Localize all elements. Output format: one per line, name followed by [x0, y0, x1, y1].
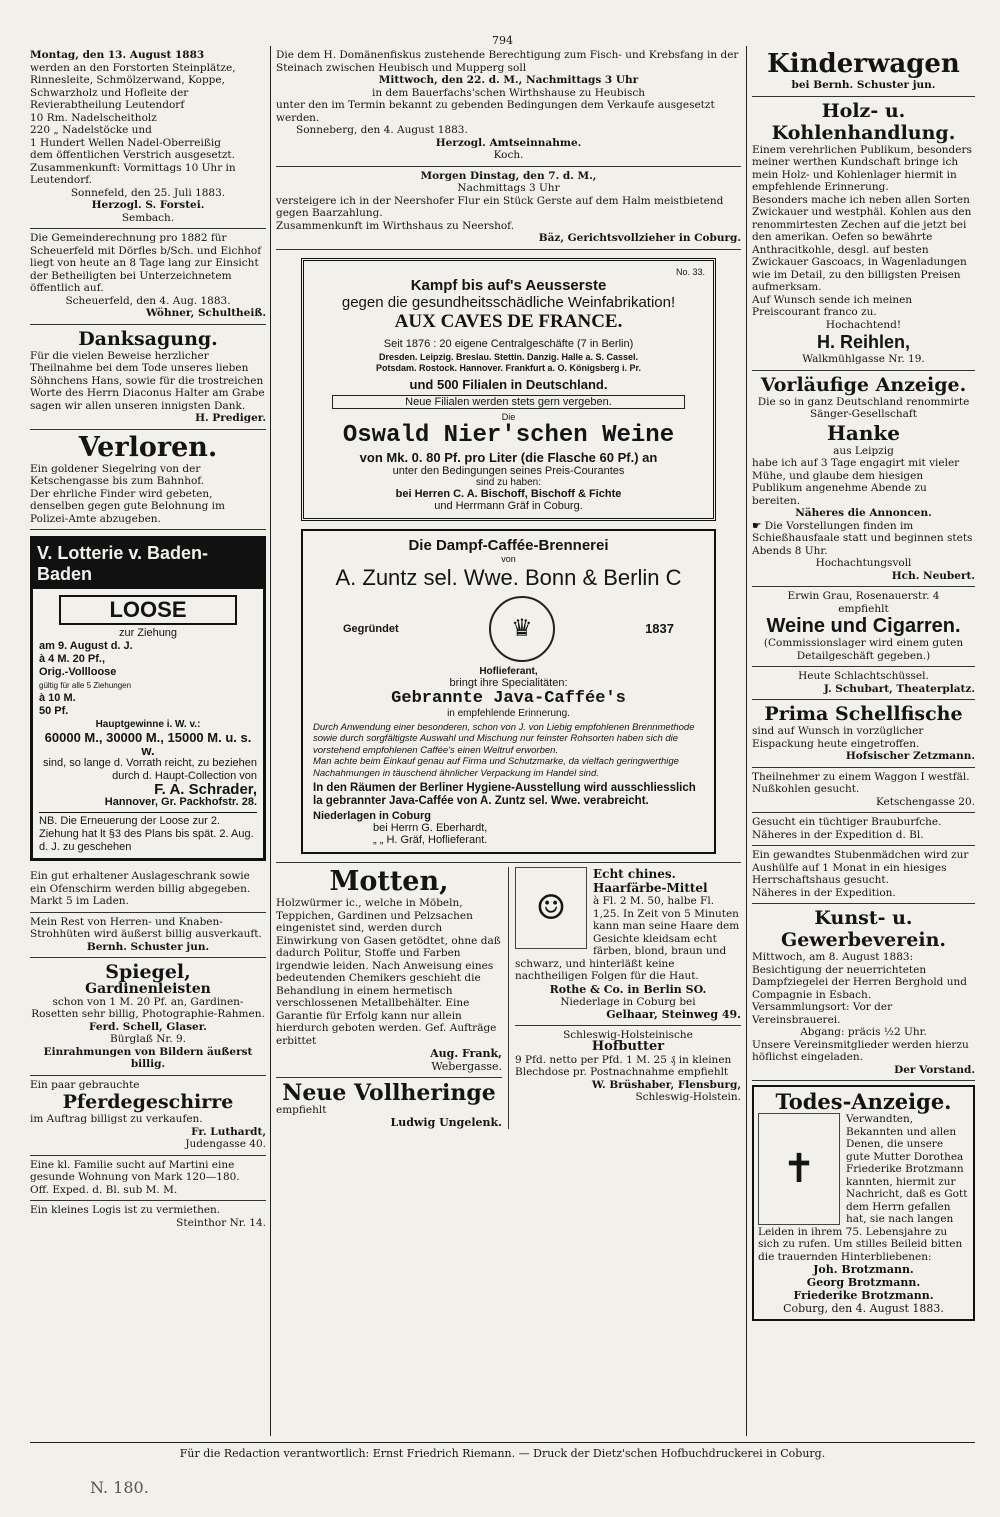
lower-middle-ads	[276, 862, 741, 1129]
wine-price: von Mk. 0. 80 Pf. pro Liter (die Flasche 60 Pf.) an	[359, 449, 658, 465]
ad-text: à Fl. 2 M. 50, halbe Fl. 1,25. In Zeit von 5 Minuten kann man seine Haare dem Gesichte kleidsam echt färben, blond, braun und schwarz, und hinterläßt keine nachtheiligen Folgen für die Haut.	[515, 895, 740, 982]
coffee-line: in empfehlende Erinnerung.	[447, 707, 570, 719]
ad-signature: Ludwig Ungelenk.	[390, 1116, 502, 1129]
wine-cities: Dresden. Leipzig. Breslau. Stettin. Danzig. Halle a. S. Cassel.	[378, 351, 639, 362]
notice-line: Ein gut erhaltener Auslageschrank sowie ein Ofenschirm werden billig abgegeben. Markt 5 im Laden.	[30, 870, 251, 907]
notice-line: Theilnehmer zu einem Waggon I westfäl. Nußkohlen gesucht.	[752, 770, 970, 795]
ad-signature: W. Brüshaber, Flensburg,	[591, 1078, 741, 1091]
ad-title: Vorläufige Anzeige.	[760, 373, 967, 396]
lottery-line: à 10 M.	[39, 692, 76, 704]
concert-ad	[752, 371, 975, 588]
lottery-prizes: 60000 M., 30000 M., 15000 M. u. s. w.	[44, 730, 252, 758]
wine-line: und 500 Filialen in Deutschland.	[409, 376, 608, 392]
notice-line: Mittwoch, am 8. August 1883: Besichtigung der neuerrichteten Dampfziegelei der Herren Berghold und Compagnie in Esbach.	[752, 951, 967, 1001]
coffee-dealer: „ „ H. Gräf, Hoflieferant.	[373, 834, 488, 846]
wine-cigar-ad	[752, 587, 975, 667]
notice-line: Die so in ganz Deutschland renommirte Sänger-Gesellschaft	[757, 395, 970, 420]
notice-line: aus Leipzig	[833, 444, 894, 457]
wine-producer: Oswald Nier'schen Weine	[342, 421, 675, 449]
ad-text: Holzwürmer ic., welche in Möbeln, Teppichen, Gardinen und Pelzsachen eingenistet sind, werden durch Einwirkung von Gasen getödtet, ohne daß dadurch Politur, Stoffe und Farben irgendwie leiden. Nach Anweisung eines bedeutenden Chemikers geschieht die Behandlung in einem hermetisch verschlossenen Metallbehälter. Eine Garantie für Erfolg kann nur allein hierdurch geboten werden. Gef. Aufträge erbittet	[276, 897, 501, 1047]
woman-portrait-icon: ☺	[515, 867, 587, 949]
ad-title: Kunst- u. Gewerbeverein.	[780, 907, 947, 951]
lottery-line: à 4 M. 20 Pf.,	[39, 653, 106, 665]
notice-signature: Hofsischer Zetzmann.	[845, 750, 975, 762]
herring-ad	[276, 1077, 502, 1129]
notice-signature: Herzogl. S. Forstei.	[91, 199, 205, 211]
pram-ad	[752, 46, 975, 97]
notice-line: Ein paar gebrauchte	[30, 1078, 140, 1091]
notice-line: dem öffentlichen Verstrich ausgesetzt.	[30, 149, 235, 161]
newspaper-page	[30, 30, 975, 1497]
handwritten-note: N. 180.	[90, 1478, 149, 1497]
notice-signature: J. Schubart, Theaterplatz.	[823, 682, 975, 695]
coffee-brand: A. Zuntz sel. Wwe. Bonn & Berlin C	[335, 564, 682, 590]
notice-line: Koch.	[493, 149, 524, 161]
notice-line: Ketschengasse 20.	[875, 795, 975, 808]
column-left	[30, 46, 266, 1233]
notice-line: Abgang: präcis ½2 Uhr.	[800, 1026, 927, 1038]
wine-number: No. 33.	[675, 266, 705, 277]
notice-line: schon von 1 M. 20 Pf. an, Gardinen-Rosetten sehr billig, Photographie-Rahmen.	[31, 995, 265, 1020]
troupe-name: Hanke	[827, 420, 900, 445]
notice-line: in dem Bauerfachs'schen Wirthshause zu Heubisch	[371, 86, 646, 99]
notice-signature: Bäz, Gerichtsvollzieher in Coburg.	[538, 232, 741, 244]
ad-subtitle: Gardinenleisten	[85, 981, 211, 997]
wine-line: unter den Bedingungen seines Preis-Courantes	[392, 464, 625, 477]
ad-signature: Gelhaar, Steinweg 49.	[606, 1007, 741, 1021]
ad-text: Verwandten, Bekannten und allen Denen, die unsere gute Mutter Dorothea Friederike Brotzmann kannten, hiermit zur Nachricht, daß es Gott dem Herrn gefallen hat, sie nach langen Leiden in ihrem 75. Lebensjahre zu sich zu rufen. Um stilles Beileid bitten die trauernden Hinterbliebenen:	[758, 1113, 968, 1263]
ad-title: Pferdegeschirre	[62, 1091, 234, 1113]
notice-line: 1 Hundert Wellen Nadel-Oberreißig	[30, 136, 221, 149]
notice-line: unter den im Termin bekannt zu gebenden Bedingungen dem Verkaufe ausgesetzt werden.	[276, 99, 715, 124]
lottery-ad	[30, 536, 266, 861]
mirror-ad	[30, 958, 266, 1076]
ad-text: 9 Pfd. netto per Pfd. 1 M. 25 ₰ in kleinen Blechdose pr. Postnachnahme empfiehlt	[515, 1053, 732, 1078]
ad-title: Hofbutter	[591, 1039, 665, 1054]
ad-title: Neue Vollheringe	[282, 1080, 496, 1106]
death-notice	[752, 1085, 975, 1321]
lottery-loose: LOOSE	[59, 595, 237, 625]
notice-signature: Ferd. Schell, Glaser.	[89, 1020, 207, 1033]
notice-line: Auf Wunsch sende ich meinen Preiscourant franco zu.	[752, 293, 913, 318]
coffee-founded-year: 1837	[645, 621, 674, 636]
wine-dealer: und Herrmann Gräf in Coburg.	[434, 499, 583, 512]
wine-line: Neue Filialen werden stets gern vergeben.	[332, 395, 685, 409]
mourner-name: Joh. Brotzmann.	[813, 1263, 914, 1276]
notice-line: bei Bernh. Schuster jun.	[791, 79, 936, 91]
notice-line: empfiehlt	[838, 602, 889, 615]
ad-signature: Aug. Frank,	[430, 1047, 502, 1060]
notice-line: Mittwoch, den 22. d. M., Nachmittags 3 Uhr	[378, 74, 639, 86]
notice-line: Judengasse 40.	[185, 1138, 266, 1150]
notice-line: Nachmittags 3 Uhr	[457, 182, 560, 194]
notice-line: Einem verehrlichen Publikum, besonders meiner werthen Kundschaft bringe ich mein Holz- und Kohlenlager hiermit in empfehlende Erinnerung.	[752, 143, 972, 193]
notice-signature: Herzogl. Amtseinnahme.	[435, 136, 582, 149]
maid-wanted-ad	[752, 846, 975, 904]
wine-cities: Potsdam. Rostock. Hannover. Frankfurt a. O. Königsberg i. Pr.	[375, 362, 642, 373]
hair-dye-ad	[508, 867, 741, 1129]
lottery-line: am 9. August d. J.	[39, 640, 133, 652]
notice-line: sind auf Wunsch in vorzüglicher Eispackung heute eingetroffen.	[752, 725, 924, 750]
wine-dealer: bei Herren C. A. Bischoff, Bischoff & Fichte	[395, 487, 622, 500]
lodging-ad	[30, 1201, 266, 1233]
notice-line: Ein goldener Siegelring von der Ketschengasse bis zum Bahnhof.	[30, 462, 205, 487]
tombstone-icon: ✝	[758, 1113, 840, 1225]
ad-title: Verloren.	[78, 431, 218, 463]
notice-line: Eine kl. Familie sucht auf Martini eine gesunde Wohnung von Mark 120—180.	[30, 1158, 240, 1183]
notice-line: Zusammenkunft im Wirthshaus zu Neershof.	[276, 219, 515, 232]
column-right	[752, 46, 975, 1325]
notice-line: versteigere ich in der Neershofer Flur ein Stück Gerste auf dem Halm meistbietend gegen Baarzahlung.	[276, 194, 724, 219]
notice-line: Steinthor Nr. 14.	[176, 1216, 266, 1229]
apartment-wanted-ad	[30, 1156, 266, 1202]
barley-auction-notice	[276, 167, 741, 250]
notice-signature: Fr. Luthardt,	[191, 1125, 266, 1138]
lottery-line: 50 Pf.	[39, 705, 69, 717]
ad-date: Coburg, den 4. August 1883.	[783, 1302, 944, 1315]
coal-partners-ad	[752, 768, 975, 814]
notice-signature: Wöhner, Schultheiß.	[146, 307, 266, 319]
notice-line: Versammlungsort: Vor der Vereinsbrauerei.	[752, 1001, 893, 1026]
notice-signature: H. Reihlen,	[816, 332, 910, 352]
notice-line: Scheuerfeld, den 4. Aug. 1883.	[65, 294, 231, 307]
coat-of-arms-icon: ♛	[489, 596, 555, 662]
notice-line: Mein Rest von Herren- und Knaben-Strohhüten wird äußerst billig ausverkauft.	[30, 915, 262, 940]
wood-coal-ad	[752, 97, 975, 371]
lottery-line: Orig.-Vollloose	[39, 666, 117, 678]
notice-line: Besonders mache ich neben allen Sorten Zwickauer und westphäl. Kohlen aus den renommirtesten Zechen auf die jetzt bei den amerikan. Oefen so bewährte Anthracitkohle, desgl. auf besten Zwickauer Gascoacs, in Wagenladungen wie im Detail, zu den billigsten Preisen aufmerksam.	[752, 193, 972, 293]
coffee-text: Durch Anwendung einer besonderen, schon von J. von Liebig empfohlenen Brennmethode sowie durch sorgfältigste Auswahl und Mischung nur feinster Rohsorten haben sich die vorstehend empfohlenen Caffée's einen Weltruf erworben.	[313, 721, 695, 756]
column-rule	[746, 46, 747, 1436]
lottery-collector: F. A. Schrader,	[154, 781, 257, 798]
ad-title: Kinderwagen	[767, 49, 960, 79]
notice-line: Einrahmungen von Bildern äußerst billig.	[43, 1045, 253, 1070]
lost-ring-notice	[30, 430, 266, 531]
wine-line: gegen die gesundheitsschädliche Weinfabrikation!	[341, 293, 676, 311]
ad-text: Schleswig-Holstein.	[635, 1091, 741, 1103]
notice-line: Sonneberg, den 4. August 1883.	[296, 124, 468, 136]
wine-line: Die	[501, 411, 516, 422]
fishing-rights-notice	[276, 46, 741, 167]
notice-line: Gesucht ein tüchtiger Brauburfche.	[752, 816, 942, 828]
ad-address: Webergasse.	[431, 1060, 502, 1073]
harness-ad	[30, 1076, 266, 1156]
ad-title: Spiegel,	[105, 961, 191, 983]
lottery-line: gültig für alle 5 Ziehungen	[39, 681, 132, 690]
ad-title: Danksagung.	[78, 327, 218, 350]
art-society-ad	[752, 904, 975, 1081]
notice-line: Sembach.	[121, 211, 175, 224]
coffee-product: Gebrannte Java-Caffée's	[391, 688, 626, 708]
notice-line: 220 „ Nadelstöcke und	[30, 124, 152, 136]
haddock-ad	[752, 700, 975, 768]
notice-line: Ein kleines Logis ist zu vermiethen.	[30, 1204, 221, 1216]
brewer-wanted-ad	[752, 813, 975, 846]
ad-text: empfiehlt	[276, 1104, 327, 1116]
coffee-founded-label: Gegründet	[343, 622, 399, 635]
notice-line: Bürglaß Nr. 9.	[110, 1033, 186, 1045]
notice-signature: Der Vorstand.	[894, 1063, 975, 1076]
notice-line: Ein gewandtes Stubenmädchen wird zur Aushülfe auf 1 Monat in ein hiesiges Herrschaftshaus gesucht.	[752, 849, 969, 886]
notice-line: Näheres in der Expedition.	[752, 886, 896, 899]
notice-line: Die dem H. Domänenfiskus zustehende Berechtigung zum Fisch- und Krebsfang in der Steinach zwischen Heubisch und Mupperg soll	[276, 49, 739, 74]
lottery-line: Hannover, Gr. Packhofstr. 28.	[104, 796, 257, 808]
straw-hats-ad	[30, 913, 266, 959]
butter-ad	[515, 1025, 741, 1104]
notice-signature: Hch. Neubert.	[891, 569, 975, 582]
notice-line: Montag, den 13. August 1883	[30, 49, 205, 61]
notice-line: (Commissionslager wird einem guten Detailgeschäft gegeben.)	[763, 637, 964, 662]
coffee-exhibition: In den Räumen der Berliner Hygiene-Ausstellung wird ausschliesslich la gebrannter Java-Caffée von A. Zuntz sel. Wwe. verabreicht.	[313, 782, 696, 807]
column-middle	[276, 46, 741, 1129]
notice-line: 10 Rm. Nadelscheitholz	[30, 111, 157, 124]
notice-line: Der ehrliche Finder wird gebeten, denselben gegen gute Belohnung im Polizei-Amte abzugeben.	[30, 487, 225, 525]
notice-line: Hochachtend!	[825, 318, 902, 331]
notice-line: Heute Schlachtschüssel.	[798, 670, 929, 682]
butcher-ad	[752, 667, 975, 700]
wine-line: Kampf bis auf's Aeusserste	[410, 276, 607, 294]
page-number: 794	[492, 34, 513, 47]
mourner-name: Friederike Brotzmann.	[793, 1289, 934, 1302]
notice-line: habe ich auf 3 Tage engagirt mit vieler Mühe, und glaube dem hiesigen Publikum angenehme Abende zu bereiten.	[752, 457, 960, 507]
mourner-name: Georg Brotzmann.	[806, 1276, 921, 1289]
ad-title: Holz- u. Kohlenhandlung.	[771, 99, 956, 144]
ad-title: Todes-Anzeige.	[775, 1089, 952, 1114]
notice-line: Walkmühlgasse Nr. 19.	[802, 353, 925, 365]
notice-signature: H. Prediger.	[195, 412, 266, 424]
notice-line: Näheres in der Expedition d. Bl.	[752, 828, 924, 841]
cabinet-ad	[30, 867, 266, 913]
notice-line: Hochachtungsvoll	[815, 557, 912, 569]
forest-auction-notice	[30, 46, 266, 229]
moths-ad	[276, 867, 502, 1129]
notice-line: Zusammenkunft: Vormittags 10 Uhr in Leutendorf.	[30, 161, 236, 186]
lottery-head: V. Lotterie v. Baden-Baden	[33, 539, 263, 589]
notice-line: Für die vielen Beweise herzlicher Theilnahme bei dem Tode unseres lieben Söhnchens Hans, sowie für die trostreichen Worte des Herrn Diaconus Halter am Grabe sagen wir allen unseren innigsten Dank.	[30, 349, 265, 412]
ad-title: Motten,	[329, 866, 449, 897]
ad-title: Prima Schellfische	[764, 703, 963, 725]
wine-brand: AUX CAVES DE FRANCE.	[394, 310, 623, 332]
ad-text: Niederlage in Coburg bei	[560, 995, 696, 1008]
notice-line: Erwin Grau, Rosenauerstr. 4	[787, 590, 940, 602]
coffee-text: Man achte beim Einkauf genau auf Firma und Schutzmarke, da vielfach geringwerthige Nachahmungen in täuschend ähnlicher Verpackung im Handel sind.	[313, 756, 679, 779]
ad-signature: Rothe & Co. in Berlin SO.	[549, 982, 707, 996]
column-rule	[270, 46, 271, 1436]
footer-imprint: Für die Redaction verantwortlich: Ernst Friedrich Riemann. — Druck der Dietz'schen Hofbuchdruckerei in Coburg.	[30, 1442, 975, 1460]
notice-line: Unsere Vereinsmitglieder werden hierzu höflichst eingeladen.	[752, 1038, 969, 1063]
notice-line: Morgen Dinstag, den 7. d. M.,	[420, 169, 597, 182]
wine-line: sind zu haben:	[475, 476, 542, 488]
municipal-accounts-notice	[30, 229, 266, 325]
notice-line: im Auftrag billigst zu verkaufen.	[30, 1113, 203, 1125]
coffee-line: bringt ihre Specialitäten:	[449, 676, 568, 689]
coffee-line: von	[501, 553, 516, 564]
notice-line: werden an den Forstorten Steinplätze, Rinnesleite, Schmölzerwand, Koppe, Schwarzholz und Hofleite der Revierabtheilung Leutendorf	[30, 61, 236, 111]
coffee-dealer: bei Herrn G. Eberhardt,	[373, 822, 488, 834]
notice-line: Sonnefeld, den 25. Juli 1883.	[70, 186, 226, 199]
notice-line: Näheres die Annoncen.	[795, 507, 932, 519]
coffee-line: Niederlagen in Coburg	[313, 810, 431, 822]
notice-line: ☛ Die Vorstellungen finden im Schießhausfaale statt und beginnen stets Abends 8 Uhr.	[752, 519, 973, 557]
notice-line: Off. Exped. d. Bl. sub M. M.	[30, 1183, 178, 1196]
coffee-line: Hoflieferant,	[479, 665, 538, 677]
ad-title: Weine und Cigarren.	[766, 615, 961, 637]
lottery-line: zur Ziehung	[118, 627, 178, 639]
coffee-ad	[301, 529, 716, 855]
coffee-line: Die Dampf-Caffée-Brennerei	[408, 536, 609, 554]
ad-text: Schleswig-Holsteinische	[563, 1028, 693, 1041]
wine-ad	[301, 258, 716, 521]
lottery-prizes-label: Hauptgewinne i. W. v.:	[95, 719, 201, 730]
wine-line: Seit 1876 : 20 eigene Centralgeschäfte (7 in Berlin)	[383, 337, 634, 350]
ad-title: Echt chines. Haarfärbe-Mittel	[593, 867, 708, 895]
lottery-note: NB. Die Erneuerung der Loose zur 2. Ziehung hat lt §3 des Plans bis spät. 2. Aug. d. J. zu geschehen	[39, 812, 257, 854]
notice-line: Die Gemeinderechnung pro 1882 für Scheuerfeld mit Dörfles b/Sch. und Eichhof liegt von heute an 8 Tage lang zur Einsicht der Betheiligten bei Unterzeichnetem öffentlich auf.	[30, 232, 262, 294]
lottery-line: sind, so lange d. Vorrath reicht, zu beziehen durch d. Haupt-Collection von	[42, 757, 257, 782]
notice-signature: Bernh. Schuster jun.	[86, 940, 210, 953]
thanks-notice	[30, 325, 266, 430]
